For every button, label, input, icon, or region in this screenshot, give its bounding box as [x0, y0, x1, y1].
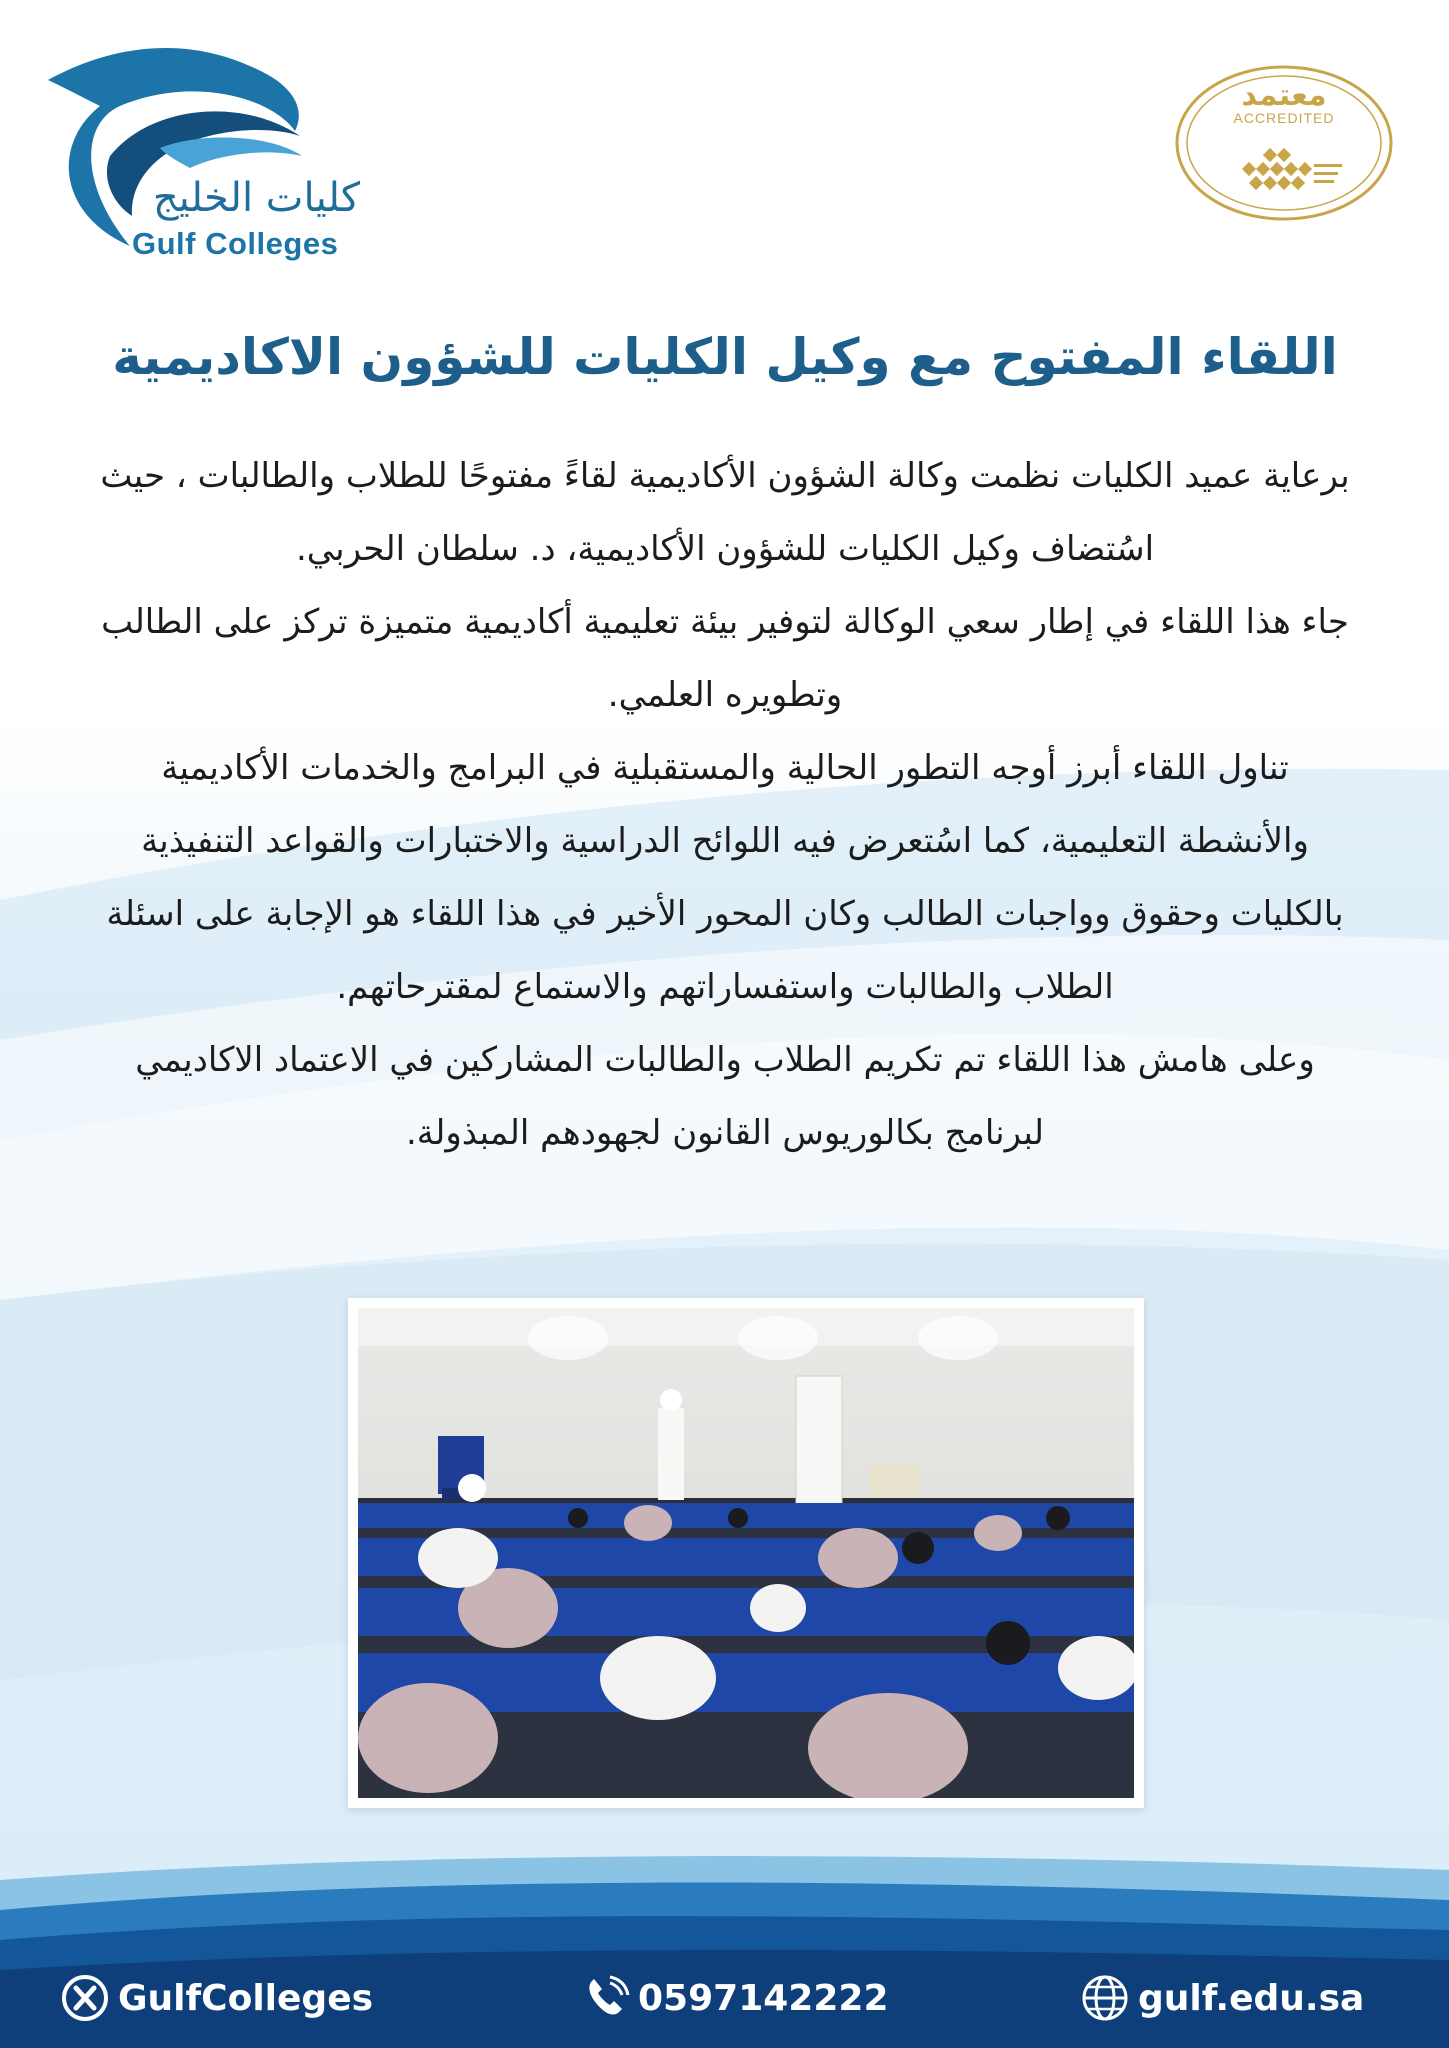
- event-photo-frame: [348, 1298, 1144, 1808]
- globe-icon: [1080, 1973, 1130, 2023]
- paragraph-3: تناول اللقاء أبرز أوجه التطور الحالية والمستقبلية في البرامج والخدمات الأكاديمية والأنشطة التعليمية، كما اسُتعرض فيه اللوائح الدراسية والاختبارات والقواعد التنفيذية بالكليات وحقوق وواجبات الطالب وكان المحور الأخير في هذا اللقاء هو الإجابة على اسئلة الطلاب والطالبات واستفساراتهم والاستماع لمقترحاتهم.: [106, 748, 1344, 1007]
- paragraph-4: وعلى هامش هذا اللقاء تم تكريم الطلاب والطالبات المشاركين في الاعتماد الاكاديمي لبرنامج بكالوريوس القانون لجهودهم المبذولة.: [135, 1040, 1315, 1153]
- logo-english-name: Gulf Colleges: [132, 226, 339, 261]
- x-logo-icon: [60, 1973, 110, 2023]
- phone-icon: [580, 1973, 630, 2023]
- phone-number: 0597142222: [638, 1977, 889, 2019]
- event-photo: [358, 1308, 1134, 1798]
- seal-arabic-label: معتمد: [1241, 78, 1327, 113]
- paragraph-2: جاء هذا اللقاء في إطار سعي الوكالة لتوفير بيئة تعليمية أكاديمية متميزة تركز على الطالب وتطويره العلمي.: [101, 602, 1349, 715]
- footer-website[interactable]: [1080, 1968, 1364, 2028]
- footer-phone[interactable]: [580, 1968, 889, 2028]
- logo-arabic-name: كليات الخليج: [152, 175, 360, 221]
- page-title: اللقاء المفتوح مع وكيل الكليات للشؤون الاكاديمية: [112, 328, 1338, 386]
- social-handle: GulfColleges: [118, 1977, 374, 2019]
- paragraph-1: برعاية عميد الكليات نظمت وكالة الشؤون الأكاديمية لقاءً مفتوحًا للطلاب والطالبات ، حيث اسُتضاف وكيل الكليات للشؤون الأكاديمية، د. سلطان الحربي.: [100, 456, 1350, 569]
- website-url: gulf.edu.sa: [1138, 1977, 1365, 2019]
- seal-english-label: ACCREDITED: [1233, 110, 1335, 126]
- article-body: [100, 440, 1350, 1170]
- footer-social[interactable]: [60, 1968, 373, 2028]
